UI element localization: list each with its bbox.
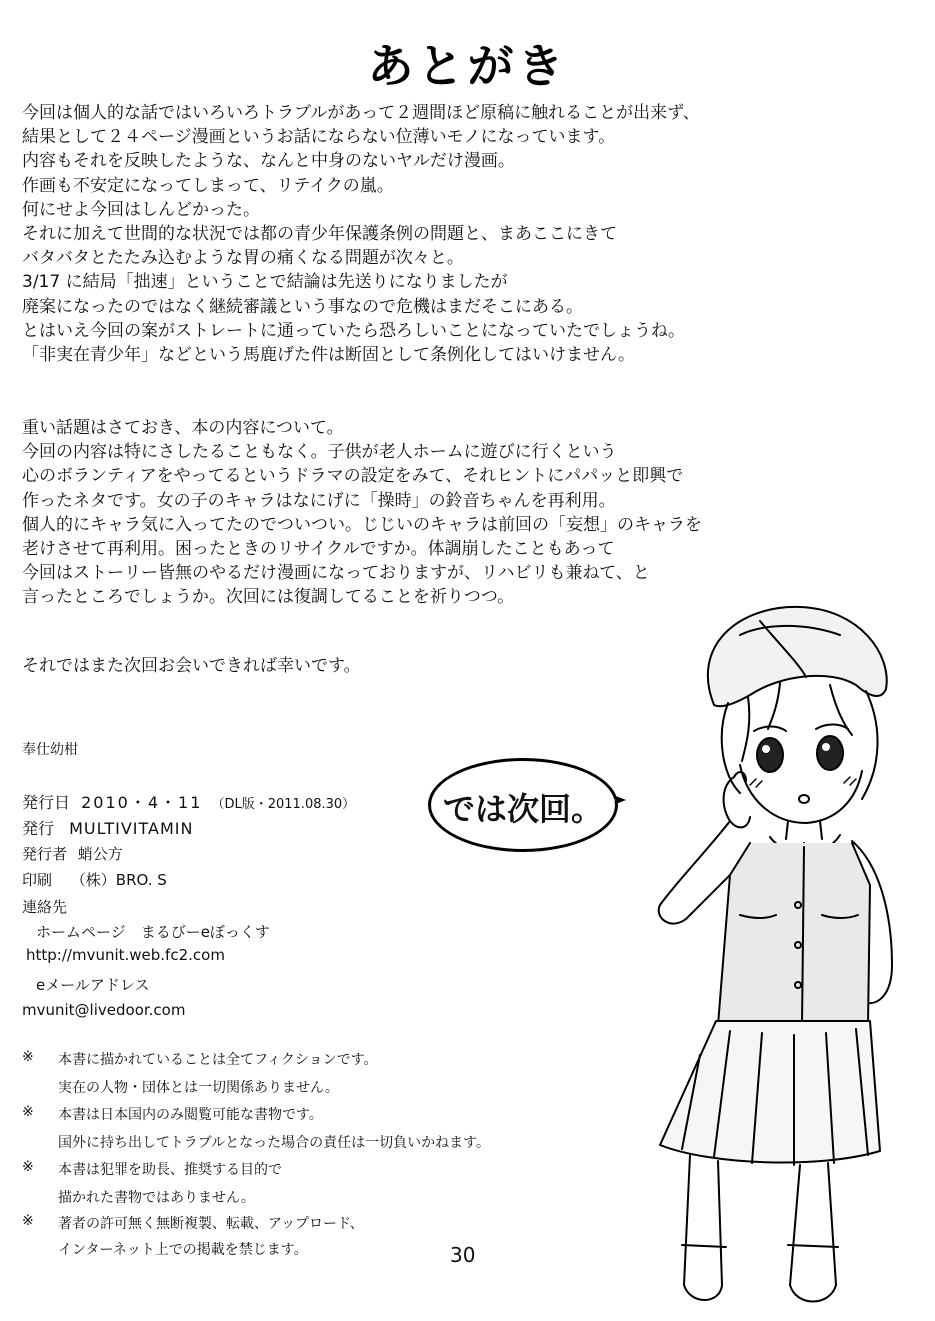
text-line: 作画も不安定になってしまって、リテイクの嵐。 xyxy=(22,175,394,196)
publish-date-value: 2010・4・11 xyxy=(81,793,203,812)
text-line: 内容もそれを反映したような、なんと中身のないヤルだけ漫画。 xyxy=(22,151,515,172)
printer-row xyxy=(22,869,167,890)
homepage-url: http://mvunit.web.fc2.com xyxy=(26,946,225,964)
publisher-label: 発行 xyxy=(22,819,55,838)
note-text: 本書は日本国内のみ閲覧可能な書物です。 xyxy=(58,1107,323,1123)
page-title: あとがき xyxy=(367,39,568,93)
dl-edition-note: （DL版・2011.08.30） xyxy=(211,797,356,812)
publish-date-row xyxy=(22,790,355,813)
colophon-heading: 奉仕幼柑 xyxy=(22,742,78,758)
reference-mark: ※ xyxy=(22,1159,34,1175)
text-line: 今回の内容は特にさしたることもなく。子供が老人ホームに遊びに行くという xyxy=(22,442,617,463)
text-line: 老けさせて再利用。困ったときのリサイクルですか。体調崩したこともあって xyxy=(22,538,615,559)
girl-illustration xyxy=(630,585,900,1321)
author-value: 蛸公方 xyxy=(77,845,123,863)
text-line: とはいえ今回の案がストレートに通っていたら恐ろしいことになっていたでしょうね。 xyxy=(22,320,685,341)
text-line: バタバタとたたみ込むような胃の痛くなる問題が次々と。 xyxy=(22,248,464,269)
note-2 xyxy=(22,1104,323,1124)
reference-mark: ※ xyxy=(22,1104,34,1120)
afterword-paragraph-1 xyxy=(22,101,700,367)
speech-bubble-text: では次回。 xyxy=(442,790,603,828)
note-3 xyxy=(22,1159,282,1179)
note-text: インターネット上での掲載を禁じます。 xyxy=(58,1242,308,1258)
contact-label: 連絡先 xyxy=(22,898,68,916)
publisher-row xyxy=(22,816,193,839)
note-text: 本書は犯罪を助長、推奨する目的で xyxy=(58,1162,282,1178)
note-4 xyxy=(22,1213,364,1233)
text-line: それに加えて世間的な状況では都の青少年保護条例の問題と、まあここにきて xyxy=(22,223,617,244)
text-line: 作ったネタです。女の子のキャラはなにげに「操時」の鈴音ちゃんを再利用。 xyxy=(22,490,616,511)
text-line: 重い話題はさておき、本の内容について。 xyxy=(22,418,344,438)
note-text: 実在の人物・団体とは一切関係ありません。 xyxy=(58,1080,339,1096)
publisher-value: MULTIVITAMIN xyxy=(69,819,194,838)
email-label: eメールアドレス xyxy=(36,976,150,994)
text-line: 「非実在青少年」などという馬鹿げた件は断固として条例化してはいけません。 xyxy=(22,344,636,365)
text-line: 心のボランティアをやってるというドラマの設定をみて、それヒントにパパッと即興で xyxy=(22,466,684,487)
reference-mark: ※ xyxy=(22,1049,34,1065)
reference-mark: ※ xyxy=(22,1213,34,1229)
note-text: 描かれた書物ではありません。 xyxy=(58,1190,255,1206)
text-line: 個人的にキャラ気に入ってたのでついつい。じじいのキャラは前回の「妄想」のキャラを xyxy=(22,514,702,535)
speech-bubble xyxy=(428,758,618,852)
note-text: 本書に描かれていることは全てフィクションです。 xyxy=(58,1052,378,1068)
homepage-label: ホームページ まるびーeぼっくす xyxy=(36,923,270,941)
publish-date-label: 発行日 xyxy=(22,793,71,812)
page-number: 30 xyxy=(450,1243,476,1267)
speech-bubble-tail-inner xyxy=(598,794,616,806)
closing-line: それではまた次回お会いできれば幸いです。 xyxy=(22,656,361,676)
text-line: 廃案になったのではなく継続審議という事なので危機はまだそこにある。 xyxy=(22,296,583,317)
email-address: mvunit@livedoor.com xyxy=(22,1001,186,1019)
printer-label: 印刷 xyxy=(22,871,53,889)
author-row xyxy=(22,843,123,864)
author-label: 発行者 xyxy=(22,845,68,863)
note-text: 著者の許可無く無断複製、転載、アップロード、 xyxy=(58,1216,364,1232)
text-line: 3/17 に結局「拙速」ということで結論は先送りになりましたが xyxy=(22,272,508,293)
text-line: 何にせよ今回はしんどかった。 xyxy=(22,199,260,220)
text-line: 結果として２４ページ漫画というお話にならない位薄いモノになっています。 xyxy=(22,127,616,148)
text-line: 今回はストーリー皆無のやるだけ漫画になっておりますが、リハビリも兼ねて、と xyxy=(22,563,650,584)
afterword-paragraph-2 xyxy=(22,416,702,610)
printer-value: （株）BRO. S xyxy=(70,871,167,889)
note-text: 国外に持ち出してトラブルとなった場合の責任は一切負いかねます。 xyxy=(58,1135,491,1151)
note-1 xyxy=(22,1049,377,1069)
text-line: 今回は個人的な話ではいろいろトラブルがあって２週間ほど原稿に触れることが出来ず、 xyxy=(22,103,700,123)
text-line: 言ったところでしょうか。次回には復調してることを祈りつつ。 xyxy=(22,587,515,608)
